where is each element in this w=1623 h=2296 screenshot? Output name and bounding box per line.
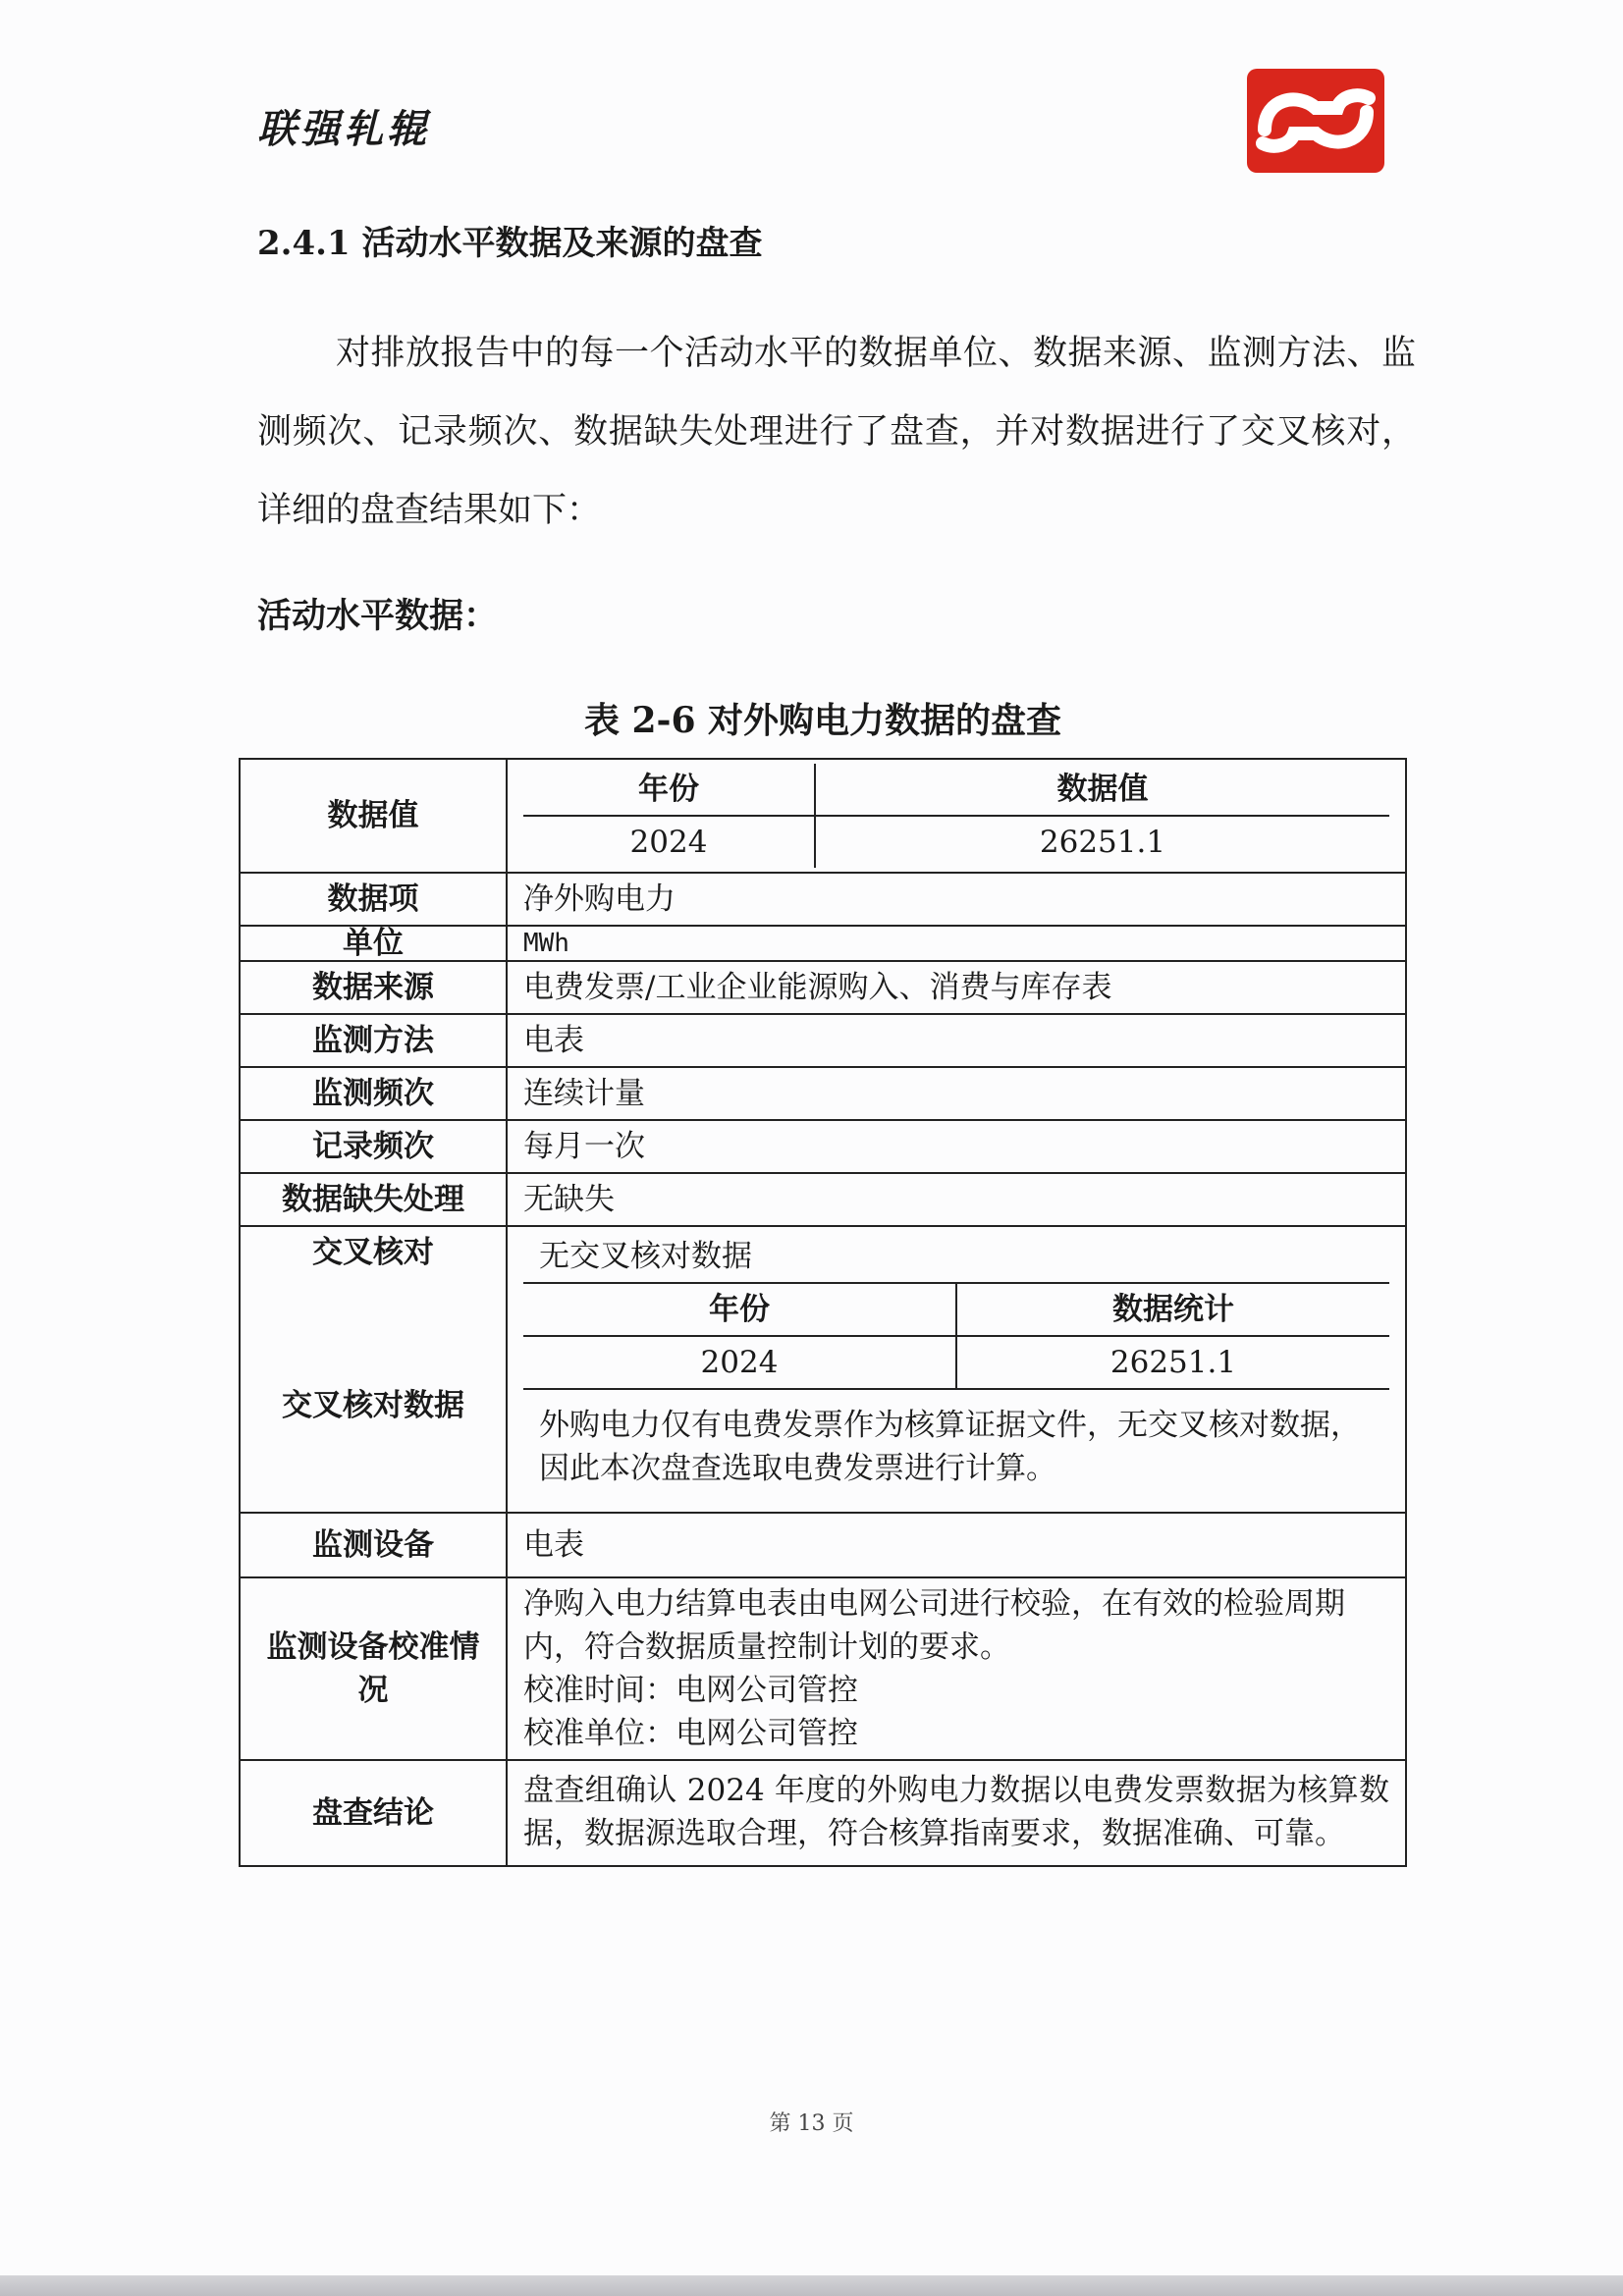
- data-item-label: 数据项: [240, 873, 507, 926]
- missing-label: 数据缺失处理: [240, 1173, 507, 1226]
- calibration-label: 监测设备校准情况: [240, 1577, 507, 1760]
- cross-check-note: 外购电力仅有电费发票作为核算证据文件，无交叉核对数据，因此本次盘查选取电费发票进行计算。: [539, 1408, 1361, 1486]
- record-freq-label: 记录频次: [240, 1120, 507, 1173]
- conclusion-value: 盘查组确认 2024 年度的外购电力数据以电费发票数据为核算数据，数据源选取合理，符合核算指南要求，数据准确、可靠。: [507, 1760, 1406, 1866]
- year-cell: 2024: [523, 816, 815, 868]
- table-row: [240, 926, 1406, 961]
- calibration-line1: 净购入电力结算电表由电网公司进行校验，在有效的检验周期内，符合数据质量控制计划的要求。: [523, 1586, 1345, 1665]
- cross-check-cell: [507, 1226, 1406, 1513]
- cross-year-cell: 2024: [523, 1336, 956, 1389]
- record-freq-value: 每月一次: [507, 1120, 1406, 1173]
- table-row: [240, 1120, 1406, 1173]
- equipment-value: 电表: [507, 1513, 1406, 1577]
- company-logo-icon: [1247, 69, 1384, 173]
- value-cell: 26251.1: [1039, 825, 1166, 860]
- data-value-row: [240, 759, 1406, 873]
- cross-check-first-line: 无交叉核对数据: [523, 1231, 1389, 1283]
- calibration-time: 校准时间：电网公司管控: [523, 1673, 858, 1708]
- activity-data-subheading: 活动水平数据：: [257, 596, 499, 636]
- intro-paragraph: 对排放报告中的每一个活动水平的数据单位、数据来源、监测方法、监测频次、记录频次、数据缺失处理进行了盘查，并对数据进行了交叉核对，详细的盘查结果如下：: [257, 334, 1416, 530]
- monitor-method-label: 监测方法: [240, 1014, 507, 1067]
- monitor-freq-value: 连续计量: [507, 1067, 1406, 1120]
- table-row: [240, 1513, 1406, 1577]
- table-row: [240, 1067, 1406, 1120]
- calibration-unit: 校准单位：电网公司管控: [523, 1716, 858, 1751]
- data-item-value: 净外购电力: [507, 873, 1406, 926]
- data-value-subtable: [523, 764, 1389, 868]
- unit-label: 单位: [240, 926, 507, 961]
- table-row: [240, 1173, 1406, 1226]
- cross-check-label-top: 交叉核对: [312, 1235, 434, 1270]
- cross-check-row: [240, 1226, 1406, 1513]
- purchased-electricity-table: [239, 758, 1407, 1867]
- table-row: [240, 873, 1406, 926]
- page-number: 第 13 页: [769, 2111, 854, 2136]
- section-heading: 2.4.1 活动水平数据及来源的盘查: [257, 224, 763, 263]
- value-header: 数据值: [815, 764, 1389, 816]
- table-row: [240, 1014, 1406, 1067]
- cross-check-subtable: [523, 1231, 1389, 1508]
- monitor-method-value: 电表: [507, 1014, 1406, 1067]
- cross-stat-header: 数据统计: [956, 1283, 1389, 1336]
- cross-year-header: 年份: [523, 1283, 956, 1336]
- equipment-label: 监测设备: [240, 1513, 507, 1577]
- year-header: 年份: [523, 764, 815, 816]
- table-caption: 表 2-6 对外购电力数据的盘查: [583, 700, 1062, 741]
- missing-value: 无缺失: [507, 1173, 1406, 1226]
- calibration-row: [240, 1577, 1406, 1760]
- data-source-label: 数据来源: [240, 961, 507, 1014]
- table-row: [240, 961, 1406, 1014]
- company-name: 联强轧辊: [257, 106, 430, 152]
- cross-check-label-main: 交叉核对数据: [282, 1388, 464, 1423]
- unit-value: MWh: [507, 926, 1406, 961]
- monitor-freq-label: 监测频次: [240, 1067, 507, 1120]
- data-source-value: 电费发票/工业企业能源购入、消费与库存表: [507, 961, 1406, 1014]
- cross-check-label-cell: [240, 1226, 507, 1513]
- calibration-cell: [507, 1577, 1406, 1760]
- data-value-label: 数据值: [240, 759, 507, 873]
- scan-edge: [0, 2275, 1623, 2296]
- conclusion-label: 盘查结论: [240, 1760, 507, 1866]
- data-value-cell: [507, 759, 1406, 873]
- conclusion-row: [240, 1760, 1406, 1866]
- cross-value-cell: 26251.1: [956, 1336, 1389, 1389]
